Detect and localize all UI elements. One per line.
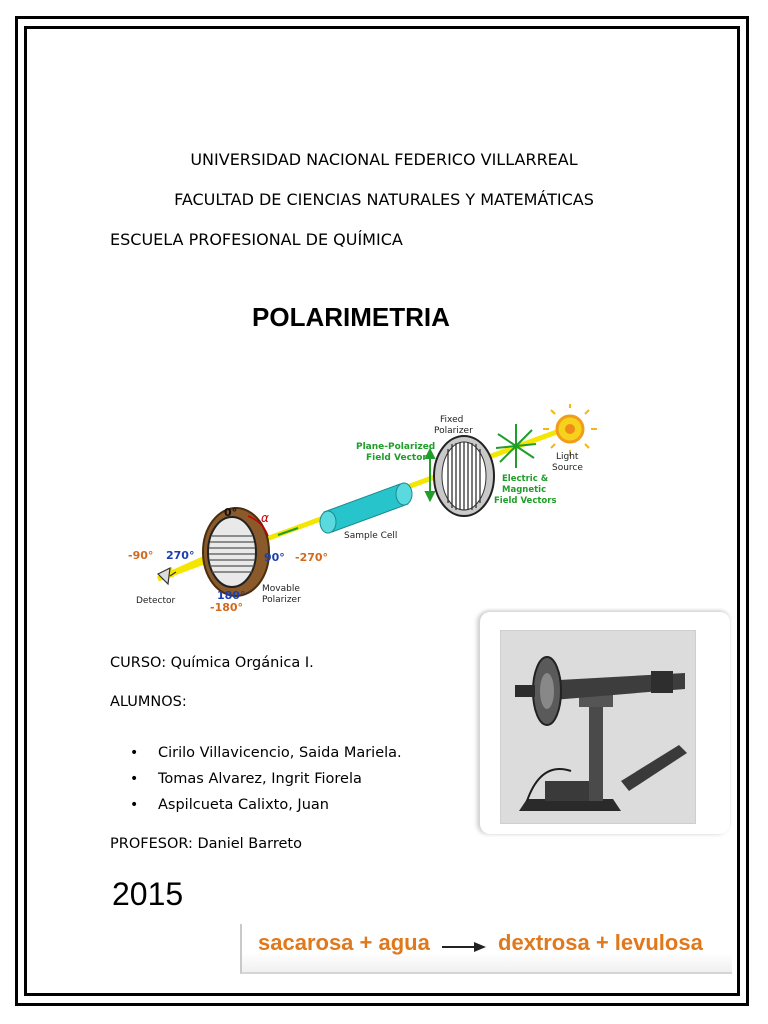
angle-neg270-label: -270° [295,551,329,564]
university-name: UNIVERSIDAD NACIONAL FEDERICO VILLARREAL [190,150,578,169]
fixed-polarizer-icon [434,436,494,516]
movable-polarizer-label-1: Movable [262,584,300,594]
polarimeter-diagram [118,404,598,614]
angle-neg90-label: -90° [128,549,154,562]
light-source-label-2: Source [552,463,583,473]
angle-180-label: 180° [217,589,246,602]
angle-0-label: 0° [224,506,238,519]
sun-icon [543,404,597,456]
field-vectors-label-2: Magnetic [502,485,547,495]
list-item: • Cirilo Villavicencio, Saida Mariela. [130,744,402,770]
school-name: ESCUELA PROFESIONAL DE QUÍMICA [110,230,403,249]
students-label: ALUMNOS: [110,694,187,710]
fixed-polarizer-label-1: Fixed [440,415,464,425]
plane-polarized-label-2: Field Vector [366,453,427,463]
page-title: POLARIMETRIA [252,302,450,332]
fixed-polarizer-label-2: Polarizer [434,426,473,436]
course-value: : Química Orgánica I. [161,655,314,671]
list-item: • Aspilcueta Calixto, Juan [130,796,402,822]
faculty-name: FACULTAD DE CIENCIAS NATURALES Y MATEMÁTICAS [174,190,594,209]
field-vectors-label-1: Electric & [502,474,549,484]
equation-products: dextrosa + levulosa [498,930,703,955]
alpha-label: α [261,511,269,525]
sample-cell-label: Sample Cell [344,531,398,541]
list-item: • Tomas Alvarez, Ingrit Fiorela [130,770,402,796]
students-list [130,744,402,822]
plane-polarized-label-1: Plane-Polarized [356,442,436,452]
movable-polarizer-label-2: Polarizer [262,595,301,605]
detector-label: Detector [136,596,176,606]
course-label: CURSO [110,655,162,671]
plane-polarized-arrow [426,450,434,500]
course-line [110,655,314,671]
reaction-arrow-icon [442,940,486,954]
year: 2015 [112,876,184,912]
light-source-label-1: Light [556,452,579,462]
equation-reactants: sacarosa + agua [258,930,430,955]
angle-270-label: 270° [166,549,195,562]
equation-banner [240,924,732,974]
field-vectors-label-3: Field Vectors [494,496,557,506]
polarimeter-photo [500,630,696,824]
polarimeter-illustration [501,631,695,823]
angle-90-label: 90° [264,551,285,564]
professor-line: PROFESOR: Daniel Barreto [110,836,302,852]
field-vectors-icon [496,424,536,468]
angle-neg180-label: -180° [210,601,244,614]
photo-card [480,612,730,834]
movable-polarizer-icon [203,508,269,596]
sample-cell-icon [320,483,412,533]
